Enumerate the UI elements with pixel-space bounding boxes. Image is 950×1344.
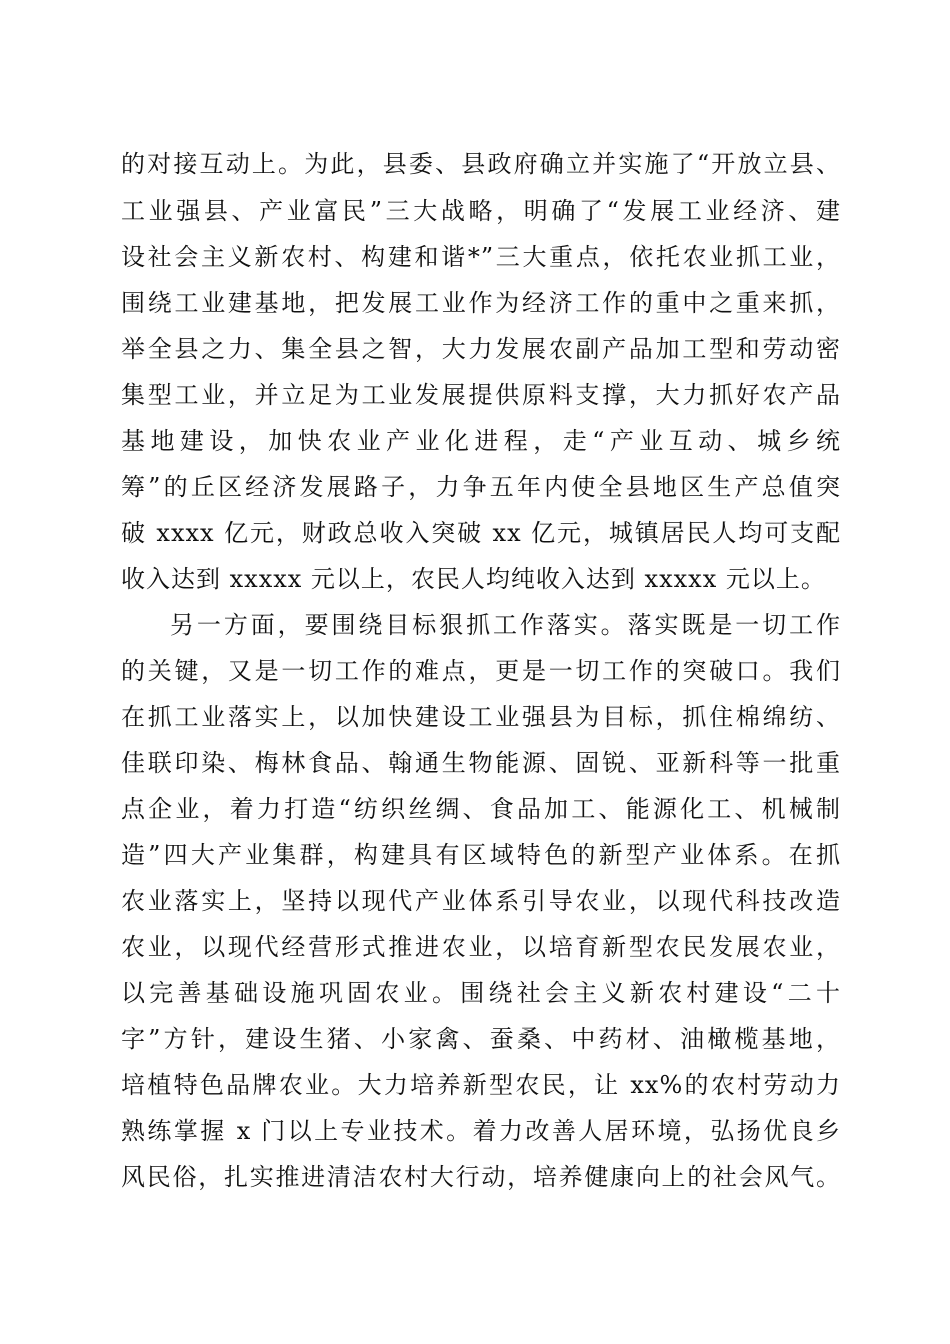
text-line-3: 设社会主义新农村、构建和谐*”三大重点，依托农业抓工业， (121, 243, 841, 271)
text-line-23: 风民俗，扎实推进清洁农村大行动，培养健康向上的社会风气。 (121, 1163, 841, 1191)
text-line-2: 工业强县、产业富民”三大战略，明确了“发展工业经济、建 (121, 197, 841, 225)
text-line-17: 农业落实上，坚持以现代产业体系引导农业，以现代科技改造 (121, 887, 841, 915)
text-line-22: 熟练掌握 x 门以上专业技术。着力改善人居环境，弘扬优良乡 (121, 1117, 841, 1145)
text-line-20: 字”方针，建设生猪、小家禽、蚕桑、中药材、油橄榄基地， (121, 1025, 841, 1053)
text-line-6: 集型工业，并立足为工业发展提供原料支撑，大力抓好农产品 (121, 381, 841, 409)
text-line-1: 的对接互动上。为此，县委、县政府确立并实施了“开放立县、 (121, 150, 841, 178)
text-line-5: 举全县之力、集全县之智，大力发展农副产品加工型和劳动密 (121, 335, 841, 363)
text-line-16: 造”四大产业集群，构建具有区域特色的新型产业体系。在抓 (121, 841, 841, 869)
text-line-14: 佳联印染、梅林食品、翰通生物能源、固锐、亚新科等一批重 (121, 749, 841, 777)
text-line-18: 农业，以现代经营形式推进农业，以培育新型农民发展农业， (121, 933, 841, 961)
text-line-7: 基地建设，加快农业产业化进程，走“产业互动、城乡统 (121, 427, 841, 455)
text-line-9: 破 xxxx 亿元，财政总收入突破 xx 亿元，城镇居民人均可支配 (121, 519, 841, 547)
text-line-13: 在抓工业落实上，以加快建设工业强县为目标，抓住棉绵纺、 (121, 703, 841, 731)
text-line-8: 筹”的丘区经济发展路子，力争五年内使全县地区生产总值突 (121, 473, 841, 501)
text-line-21: 培植特色品牌农业。大力培养新型农民，让 xx%的农村劳动力 (121, 1071, 841, 1099)
text-line-12: 的关键，又是一切工作的难点，更是一切工作的突破口。我们 (121, 657, 841, 685)
paragraph-2-line-1: 另一方面，要围绕目标狠抓工作落实。落实既是一切工作 (170, 611, 841, 639)
text-line-10: 收入达到 xxxxx 元以上，农民人均纯收入达到 xxxxx 元以上。 (121, 565, 826, 593)
text-line-19: 以完善基础设施巩固农业。围绕社会主义新农村建设“二十 (121, 979, 841, 1007)
text-line-15: 点企业，着力打造“纺织丝绸、食品加工、能源化工、机械制 (121, 795, 841, 823)
text-line-4: 围绕工业建基地，把发展工业作为经济工作的重中之重来抓， (121, 289, 841, 317)
